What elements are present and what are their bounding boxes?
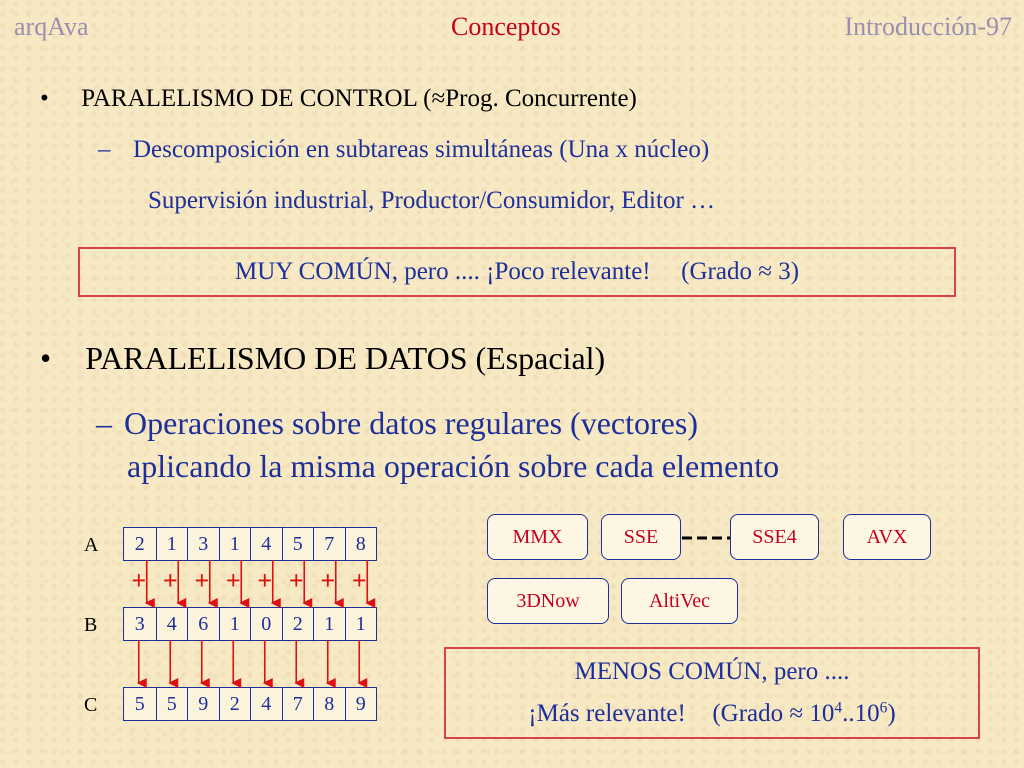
- data-summary-box: [444, 647, 980, 739]
- vector-cell: 9: [187, 688, 219, 720]
- vector-cell: 4: [250, 688, 282, 720]
- arrows-a-to-b: [147, 560, 368, 603]
- vector-cell: 6: [187, 608, 219, 640]
- box2-grade: (Grado: [712, 700, 790, 727]
- box1-text-c: 3): [771, 258, 800, 285]
- plus-operator: +: [351, 566, 367, 595]
- vector-cell: 3: [134, 613, 145, 635]
- data-title: PARALELISMO DE DATOS (Espacial): [85, 340, 606, 376]
- approx-symbol: ≈: [431, 85, 446, 112]
- vector-label-b: B: [84, 614, 98, 636]
- vector-cell: 5: [156, 688, 188, 720]
- vector-cell: 1: [219, 528, 251, 560]
- plus-operator: +: [194, 566, 210, 595]
- vector-cell: 3: [187, 528, 219, 560]
- ext-mmx: MMX: [487, 514, 588, 560]
- plus-operator: +: [288, 566, 304, 595]
- bullet-dot: •: [40, 85, 49, 112]
- vector-cell: 0: [250, 608, 282, 640]
- control-title-a: PARALELISMO DE CONTROL (: [81, 85, 432, 112]
- data-line-2: aplicando la misma operación sobre cada elemento: [127, 447, 780, 484]
- data-line-1: Operaciones sobre datos regulares (vectores): [124, 405, 698, 441]
- box1-text-b: (Grado: [681, 258, 759, 285]
- plus-operator: +: [320, 566, 336, 595]
- vector-cell: 5: [134, 693, 145, 715]
- vector-cell: 1: [156, 528, 188, 560]
- plus-operator: +: [257, 566, 273, 595]
- dash-marker: –: [98, 136, 111, 163]
- vector-cell: 1: [345, 608, 377, 640]
- plus-operator: +: [225, 566, 241, 595]
- box2-range: ..10: [842, 700, 880, 727]
- plus-operator: +: [162, 566, 178, 595]
- approx-symbol: ≈: [789, 700, 804, 727]
- bullet-dot: •: [40, 340, 52, 376]
- slide-title: Conceptos: [451, 12, 561, 41]
- vector-cell: 4: [250, 528, 282, 560]
- control-sub-text: Descomposición en subtareas simultáneas (Una x núcleo): [133, 136, 710, 163]
- vector-cell: 4: [156, 608, 188, 640]
- vector-cell: 5: [282, 528, 314, 560]
- header-left: arqAva: [14, 12, 89, 41]
- box2-line-2: [446, 693, 978, 735]
- vector-cell: 2: [219, 688, 251, 720]
- vector-cell: 7: [282, 688, 314, 720]
- ext-altivec: AltiVec: [621, 578, 738, 624]
- ext-sse: SSE: [601, 514, 681, 560]
- ext-3dnow: 3DNow: [487, 578, 609, 624]
- ext-sse4: SSE4: [730, 514, 819, 560]
- vector-label-c: C: [84, 694, 98, 716]
- vector-cell: 2: [134, 533, 145, 555]
- vector-cell: 1: [313, 608, 345, 640]
- box2-base: 10: [803, 700, 835, 727]
- ext-avx: AVX: [843, 514, 931, 560]
- approx-symbol: ≈: [758, 258, 772, 285]
- box2-close: ): [887, 700, 896, 727]
- box2-exp-2: 6: [879, 699, 888, 717]
- control-title-b: Prog. Concurrente): [445, 85, 637, 112]
- vector-cell: 1: [219, 608, 251, 640]
- box2-relevant: ¡Más relevante!: [528, 700, 686, 727]
- dash-marker: –: [96, 405, 112, 441]
- box1-text-a: MUY COMÚN, pero .... ¡Poco relevante!: [234, 258, 651, 285]
- vector-label-a: A: [84, 534, 99, 556]
- vector-cell: 8: [345, 528, 377, 560]
- control-examples: Supervisión industrial, Productor/Consumidor, Editor …: [148, 187, 716, 214]
- vector-cell: 9: [345, 688, 377, 720]
- vector-cell: 7: [313, 528, 345, 560]
- slide-number: Introducción-97: [844, 12, 1012, 41]
- vector-cell: 2: [282, 608, 314, 640]
- box2-exp-1: 4: [834, 699, 843, 717]
- vector-cell: 8: [313, 688, 345, 720]
- plus-operator: +: [131, 566, 147, 595]
- arrows-b-to-c: [139, 640, 360, 683]
- box2-line-1: MENOS COMÚN, pero ....: [574, 658, 850, 685]
